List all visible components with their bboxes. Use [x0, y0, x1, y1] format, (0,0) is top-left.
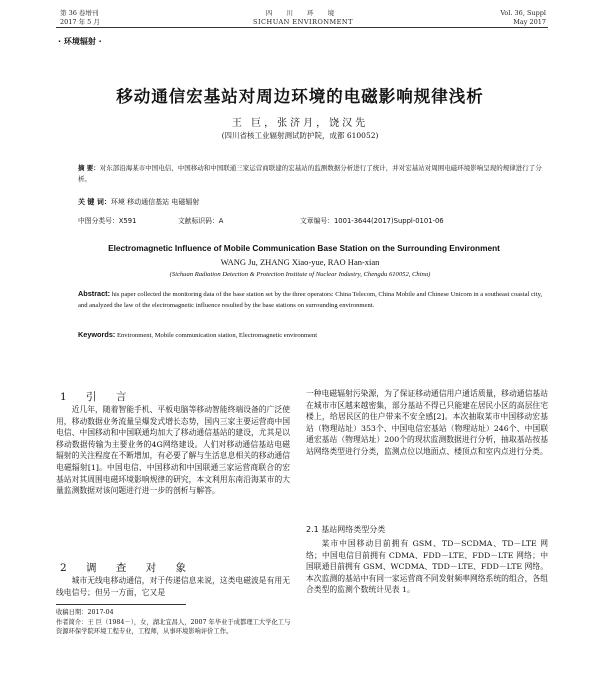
clc-number: 中图分类号：X591	[78, 217, 137, 225]
section-heading-subject: 2 调 查 对 象	[60, 562, 195, 574]
paper-title-en: Electromagnetic Influence of Mobile Communication Base Station on the Surrounding Environment	[108, 243, 500, 253]
paper-title-cn: 移动通信宏基站对周边环境的电磁影响规律浅析	[116, 87, 484, 106]
footnote-rule	[56, 604, 186, 605]
keywords-text-en: Environment, Mobile communication station, Electromagnetic environment	[116, 332, 318, 339]
abstract-label-en: Abstract:	[78, 289, 111, 298]
abstract-label-cn: 摘 要：	[78, 164, 100, 172]
subsection-heading-2-1: 2.1 基站网络类型分类	[306, 525, 386, 534]
right-paragraph-1: 一种电磁辐射污染源，为了保证移动通信用户通话质量，移动通信基站在城市市区越来越密集，部分基站不得已只能建在居民小区的高层住宅楼上，给居民区的住户带来不安全感[2]。本次抽取某市中国移动宏基站（物理站址）353个、中国电信宏基站（物理站址）246个、中国联通宏基站（物理站址）200个的现状监测数据进行分析，抽取基站按基站网络类型进行分类，监测点位以地面点、楼顶点和室内点进行分类。	[306, 389, 548, 456]
affiliation-en: (Sichuan Radiation Detection & Protection Institute of Nuclear Industry, Chengdu 610052, China)	[169, 271, 431, 278]
subject-paragraph: 城市无线电移动通信，对于传递信息来说，这类电磁波是有用无线电信号；但另一方面，它又是	[56, 576, 290, 597]
keywords-cn	[78, 197, 542, 208]
keywords-label-en: Keywords:	[78, 330, 116, 339]
issue-date-en: May 2017	[513, 18, 546, 26]
affiliation-cn: (四川省核工业辐射测试防护院，成都 610052)	[221, 131, 379, 140]
keywords-text-cn: 环境 移动通信基站 电磁辐射	[110, 198, 200, 206]
journal-name-en: SICHUAN ENVIRONMENT	[253, 18, 353, 26]
header-rule	[56, 27, 548, 28]
abstract-cn	[78, 163, 542, 185]
journal-name-cn: 四 川 环 境	[265, 9, 341, 17]
document-code: 文献标识码：A	[178, 217, 224, 225]
abstract-text-en: his paper collected the monitoring data of the base station set by the three operators: China Telecom, China Mobile and Chinese Unicom in a southeast coastal city, and analyzed the law of the electromagnetic influence resulted by the base stations on surrounding environment.	[78, 291, 543, 309]
right-column-body	[306, 388, 548, 458]
volume-info-en: Vol. 36, Suppl	[500, 9, 546, 17]
abstract-en	[78, 289, 544, 311]
intro-body	[56, 404, 290, 497]
right-column-body-2	[306, 538, 548, 596]
author-bio: 作者简介：王 巨（1984－），女，湖北宜昌人，2007 年毕业于成都理工大学化工与资源环保学院环境工程专业，工程师，从事环境影响评价工作。	[56, 619, 291, 635]
authors-cn: 王 巨，张济月，饶汉先	[231, 118, 369, 129]
section-tag: · 环境辐射 ·	[58, 37, 102, 46]
volume-info: 第 36 卷增刊	[60, 9, 99, 17]
article-number: 文章编号：1001-3644(2017)Suppl-0101-06	[300, 217, 444, 225]
right-paragraph-2: 某市中国移动目前拥有 GSM、TD－SCDMA、TD－LTE 网络；中国电信目前拥有 CDMA、FDD－LTE、FDD－LTE 网络；中国联通目前拥有 GSM、WCDMA、TDD－LTE、FDD－LTE 网络。本次监测的基站中有同一家运营商不同发射频率网络系统的组合，各组合类型的监测个数统计见表 1。	[306, 539, 548, 595]
authors-en: WANG Ju, ZHANG Xiao-yue, RAO Han-xian	[220, 257, 380, 267]
subject-body	[56, 575, 290, 598]
received-date: 收稿日期：2017-04	[56, 609, 114, 616]
keywords-label-cn: 关 键 词：	[78, 198, 111, 206]
section-heading-intro: 1 引 言	[60, 391, 135, 403]
issue-date: 2017 年 5 月	[60, 18, 100, 26]
keywords-en	[78, 330, 544, 339]
abstract-text-cn: 对东部沿海某市中国电信、中国移动和中国联通三家运营商联建的宏基站的监测数据分析进行了统计，并对宏基站对周围电磁环境影响呈现的规律进行了分析。	[78, 164, 542, 183]
intro-paragraph: 近几年，随着智能手机、平板电脑等移动智能终端设备的广泛使用，移动数据业务流量呈爆发式增长态势，国内三家主要运营商中国电信、中国移动和中国联通均加大了移动通信基站的建设，尤其是以移动数据传输为主要业务的4G网络建设。人们对移动通信基站电磁辐射的关注程度在不断增加，有必要了解与生活息息相关的移动通信电磁辐射[1]。中国电信、中国移动和中国联通三家运营商联合的宏基站对其周围电磁环境影响规律的研究，本文利用东南沿海某市的大量监测数据对该问题进行进一步的剖析与解答。	[56, 405, 290, 496]
